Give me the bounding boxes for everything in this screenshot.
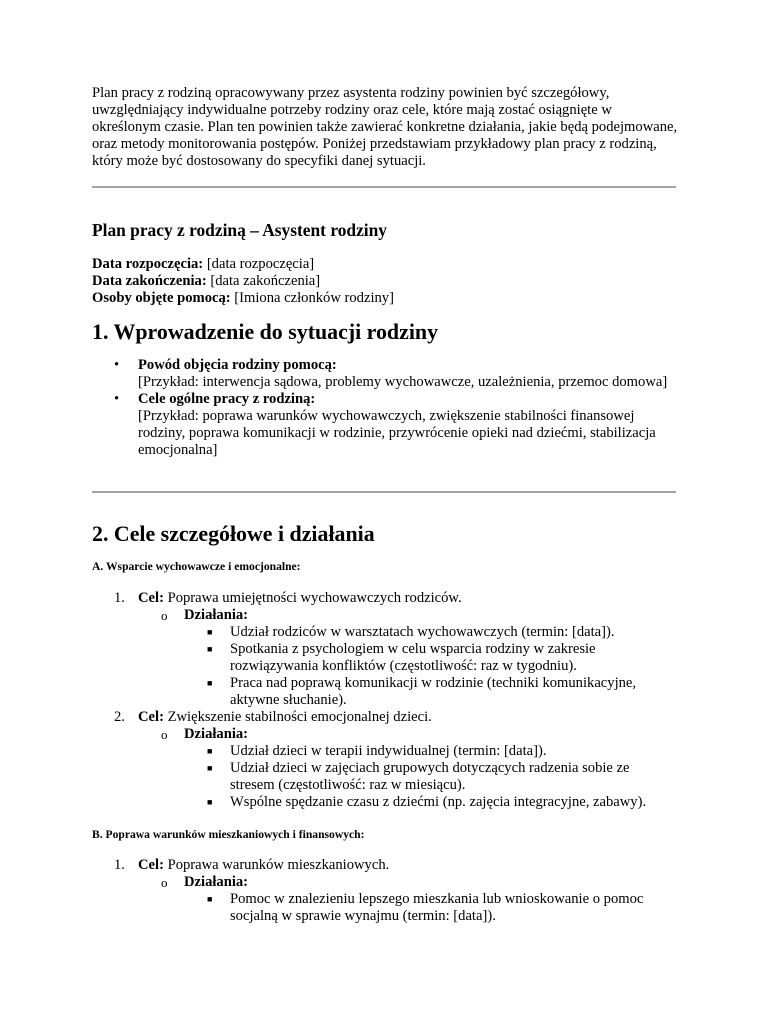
horizontal-rule xyxy=(92,491,676,493)
subsection-b-heading: B. Poprawa warunków mieszkaniowych i finansowych: xyxy=(92,828,365,841)
goal-text: Zwiększenie stabilności emocjonalnej dzieci. xyxy=(163,709,432,725)
subsection-a-heading: A. Wsparcie wychowawcze i emocjonalne: xyxy=(92,560,301,573)
meta-label: Data rozpoczęcia: xyxy=(92,256,204,272)
actions-heading xyxy=(92,874,676,891)
action-text: Pomoc w znalezieniu lepszego mieszkania lub wnioskowanie o pomoc socjalną w sprawie wynajmu (termin: [data]). xyxy=(230,891,644,924)
square-bullet-icon: ■ xyxy=(207,627,213,637)
section-2-heading: 2. Cele szczegółowe i działania xyxy=(92,521,375,546)
goal-text: Poprawa umiejętności wychowawczych rodziców. xyxy=(163,590,462,606)
action-item xyxy=(92,891,676,925)
bullet-text: [Przykład: interwencja sądowa, problemy wychowawcze, uzależnienia, przemoc domowa] xyxy=(138,374,668,390)
meta-persons xyxy=(92,290,394,307)
goal-item xyxy=(92,857,676,874)
action-text: Wspólne spędzanie czasu z dziećmi (np. zajęcia integracyjne, zabawy). xyxy=(230,794,647,810)
action-text: Udział dzieci w terapii indywidualnej (termin: [data]). xyxy=(230,743,547,759)
meta-label: Data zakończenia: xyxy=(92,273,207,289)
goal-label: Cel: xyxy=(138,590,164,606)
actions-label: Działania: xyxy=(184,726,249,742)
square-bullet-icon: ■ xyxy=(207,678,213,688)
square-bullet-icon: ■ xyxy=(207,644,213,654)
bullet-item xyxy=(92,391,676,459)
meta-label: Osoby objęte pomocą: xyxy=(92,290,231,306)
actions-heading xyxy=(92,607,676,624)
action-item xyxy=(92,743,676,760)
action-text: Udział rodziców w warsztatach wychowawczych (termin: [data]). xyxy=(230,624,615,640)
goals-list-a xyxy=(92,590,676,811)
section-1-bullet-list xyxy=(92,357,676,459)
circle-bullet-icon: o xyxy=(161,608,168,623)
meta-end-date xyxy=(92,273,394,290)
action-text: Udział dzieci w zajęciach grupowych dotyczących radzenia sobie ze stresem (częstotliwość: raz w miesiącu). xyxy=(230,760,630,793)
goal-item xyxy=(92,709,676,726)
actions-label: Działania: xyxy=(184,607,249,623)
square-bullet-icon: ■ xyxy=(207,763,213,773)
action-item xyxy=(92,641,676,675)
goal-item xyxy=(92,590,676,607)
horizontal-rule xyxy=(92,186,676,188)
action-text: Spotkania z psychologiem w celu wsparcia rodziny w zakresie rozwiązywania konfliktów (częstotliwość: raz w tygodniu). xyxy=(230,641,596,674)
action-item xyxy=(92,760,676,794)
action-text: Praca nad poprawą komunikacji w rodzinie (techniki komunikacyjne, aktywne słuchanie). xyxy=(230,675,637,708)
bullet-text: [Przykład: poprawa warunków wychowawczych, zwiększenie stabilności finansowej rodziny, poprawa komunikacji w rodzinie, przywrócenie opieki nad dziećmi, stabilizacja emocjonalna] xyxy=(138,408,656,458)
actions-label: Działania: xyxy=(184,874,249,890)
actions-heading xyxy=(92,726,676,743)
meta-start-date xyxy=(92,256,394,273)
plan-metadata xyxy=(92,256,394,307)
meta-value: [Imiona członków rodziny] xyxy=(230,290,394,306)
goal-label: Cel: xyxy=(138,709,164,725)
plan-title: Plan pracy z rodziną – Asystent rodziny xyxy=(92,220,388,240)
goal-label: Cel: xyxy=(138,857,164,873)
action-item xyxy=(92,794,676,811)
goal-number: 1. xyxy=(114,857,125,873)
meta-value: [data zakończenia] xyxy=(206,273,321,289)
square-bullet-icon: ■ xyxy=(207,746,213,756)
action-item xyxy=(92,624,676,641)
section-1-heading: 1. Wprowadzenie do sytuacji rodziny xyxy=(92,319,439,344)
intro-paragraph: Plan pracy z rodziną opracowywany przez asystenta rodziny powinien być szczegółowy, uwzględniający indywidualne potrzeby rodziny oraz cele, które mają zostać osiągnięte w określonym czasie. Plan ten powinien także zawierać konkretne działania, jakie będą podejmowane, oraz metody monitorowania postępów. Poniżej przedstawiam przykładowy plan pracy z rodziną, który może być dostosowany do specyfiki danej sytuacji. xyxy=(92,85,678,169)
square-bullet-icon: ■ xyxy=(207,894,213,904)
goals-list-b xyxy=(92,857,676,925)
goal-number: 1. xyxy=(114,590,125,606)
bullet-item xyxy=(92,357,676,391)
circle-bullet-icon: o xyxy=(161,727,168,742)
circle-bullet-icon: o xyxy=(161,875,168,890)
goal-number: 2. xyxy=(114,709,125,725)
bullet-label: Powód objęcia rodziny pomocą: xyxy=(138,357,337,373)
bullet-label: Cele ogólne pracy z rodziną: xyxy=(138,391,316,407)
square-bullet-icon: ■ xyxy=(207,797,213,807)
goal-text: Poprawa warunków mieszkaniowych. xyxy=(163,857,390,873)
action-item xyxy=(92,675,676,709)
meta-value: [data rozpoczęcia] xyxy=(203,256,315,272)
